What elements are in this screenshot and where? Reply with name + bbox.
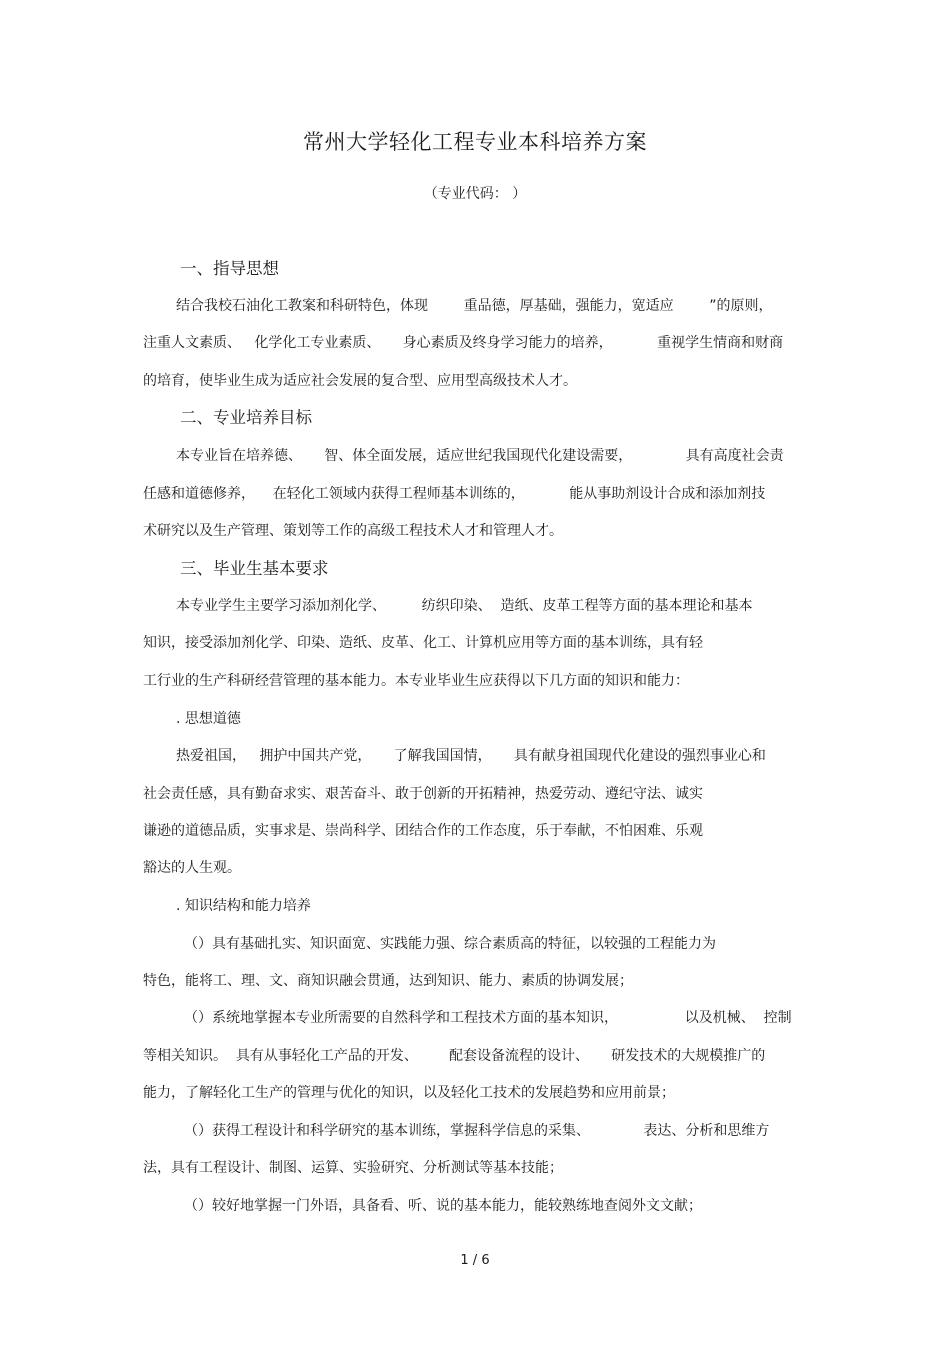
paragraph-line: 本专业学生主要学习添加剂化学、 纺织印染、 造纸、皮革工程等方面的基本理论和基本 bbox=[176, 598, 753, 614]
paragraph-line: 豁达的人生观。 bbox=[143, 860, 241, 876]
paragraph-line: 社会责任感，具有勤奋求实、艰苦奋斗、敢于创新的开拓精神，热爱劳动、遵纪守法、诚实 bbox=[143, 786, 703, 802]
paragraph-line: 知识，接受添加剂化学、印染、造纸、皮革、化工、计算机应用等方面的基本训练，具有轻 bbox=[143, 635, 703, 651]
paragraph-line: 谦逊的道德品质，实事求是、崇尚科学、团结合作的工作态度，乐于奉献，不怕困难、乐观 bbox=[143, 823, 703, 839]
paragraph-line: （）较好地掌握一门外语，具备看、听、说的基本能力，能较熟练地查阅外文文献； bbox=[184, 1198, 702, 1214]
page-number: 1 / 6 bbox=[460, 1253, 490, 1268]
paragraph-line: 结合我校石油化工教案和科研特色，体现 重品德，厚基础，强能力，宽适应 ”的原则， bbox=[176, 298, 773, 314]
paragraph-line: 法，具有工程设计、制图、运算、实验研究、分析测试等基本技能； bbox=[143, 1160, 563, 1176]
paragraph-line: 能力，了解轻化工生产的管理与优化的知识，以及轻化工技术的发展趋势和应用前景； bbox=[143, 1085, 675, 1101]
paragraph-line: 的培育，使毕业生成为适应社会发展的复合型、应用型高级技术人才。 bbox=[143, 373, 577, 389]
subsection-heading: . 思想道德 bbox=[176, 711, 241, 727]
paragraph-line: 热爱祖国， 拥护中国共产党， 了解我国国情， 具有献身祖国现代化建设的强烈事业心和 bbox=[176, 748, 766, 764]
major-code-label: （专业代码： ） bbox=[423, 186, 527, 202]
section-heading-3: 三、毕业生基本要求 bbox=[180, 559, 329, 578]
section-heading-2: 二、专业培养目标 bbox=[180, 408, 312, 427]
paragraph-line: （）具有基础扎实、知识面宽、实践能力强、综合素质高的特征，以较强的工程能力为 bbox=[184, 936, 716, 952]
section-heading-1: 一、指导思想 bbox=[180, 259, 279, 278]
paragraph-line: 特色，能将工、理、文、商知识融会贯通，达到知识、能力、素质的协调发展； bbox=[143, 973, 633, 989]
paragraph-line: 术研究以及生产管理、策划等工作的高级工程技术人才和管理人才。 bbox=[143, 523, 563, 539]
paragraph-line: 本专业旨在培养德、 智、体全面发展，适应世纪我国现代化建设需要， 具有高度社会责 bbox=[176, 448, 784, 464]
paragraph-line: （）系统地掌握本专业所需要的自然科学和工程技术方面的基本知识， 以及机械、 控制 bbox=[184, 1010, 792, 1026]
paragraph-line: 注重人文素质、 化学化工专业素质、 身心素质及终身学习能力的培养， 重视学生情商和财商 bbox=[143, 335, 784, 351]
paragraph-line: 任感和道德修养， 在轻化工领域内获得工程师基本训练的， 能从事助剂设计合成和添加剂技 bbox=[143, 486, 766, 502]
document-title: 常州大学轻化工程专业本科培养方案 bbox=[303, 130, 647, 154]
paragraph-line: 工行业的生产科研经营管理的基本能力。本专业毕业生应获得以下几方面的知识和能力： bbox=[143, 673, 689, 689]
paragraph-line: （）获得工程设计和科学研究的基本训练，掌握科学信息的采集、 表达、分析和思维方 bbox=[184, 1123, 770, 1139]
subsection-heading: . 知识结构和能力培养 bbox=[176, 898, 311, 914]
paragraph-line: 等相关知识。 具有从事轻化工产品的开发、 配套设备流程的设计、 研发技术的大规模推广的 bbox=[143, 1048, 766, 1064]
